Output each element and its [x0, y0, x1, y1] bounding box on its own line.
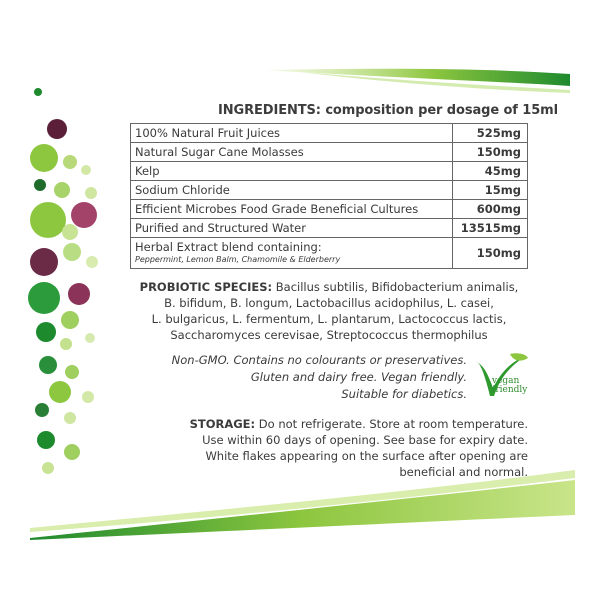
- claim-line: Non-GMO. Contains no colourants or preservatives.: [171, 353, 467, 367]
- probiotic-species: [130, 279, 528, 343]
- ingredient-detail: Peppermint, Lemon Balm, Chamomile & Elderberry: [135, 255, 341, 264]
- vegan-badge: [492, 377, 527, 395]
- storage-label: STORAGE:: [189, 417, 256, 431]
- storage-line: beneficial and normal.: [399, 465, 528, 479]
- vegan-badge-line2: friendly: [492, 385, 528, 395]
- ingredient-name: Natural Sugar Cane Molasses: [131, 143, 453, 162]
- ingredients-heading: INGREDIENTS: composition per dosage of 15ml: [218, 103, 558, 118]
- probiotic-line: Bacillus subtilis, Bifidobacterium animalis,: [275, 280, 519, 294]
- claim-line: Suitable for diabetics.: [341, 387, 467, 401]
- ingredient-name: Kelp: [131, 162, 453, 181]
- ingredient-name: 100% Natural Fruit Juices: [131, 124, 453, 143]
- ingredient-amount: 13515mg: [453, 219, 528, 238]
- ingredient-name-cell: [131, 238, 453, 269]
- probiotic-line: L. bulgaricus, L. fermentum, L. plantarum, Lactococcus lactis,: [151, 312, 507, 326]
- ingredient-name: Purified and Structured Water: [131, 219, 453, 238]
- table-row: [131, 162, 528, 181]
- ingredient-name: Herbal Extract blend containing:: [135, 240, 322, 254]
- table-row: [131, 124, 528, 143]
- ingredient-amount: 15mg: [453, 181, 528, 200]
- vegan-badge-line1: vegan: [492, 376, 520, 386]
- ingredient-amount: 525mg: [453, 124, 528, 143]
- ingredient-amount: 150mg: [453, 238, 528, 269]
- ingredient-amount: 150mg: [453, 143, 528, 162]
- storage-instructions: [150, 416, 528, 480]
- fruit-bubbles-decoration: [0, 0, 140, 480]
- table-row: [131, 200, 528, 219]
- claim-line: Gluten and dairy free. Vegan friendly.: [250, 370, 467, 384]
- probiotic-line: B. bifidum, B. longum, Lactobacillus acidophilus, L. casei,: [164, 296, 494, 310]
- storage-line: Use within 60 days of opening. See base for expiry date.: [202, 433, 528, 447]
- probiotic-label: PROBIOTIC SPECIES:: [139, 280, 273, 294]
- ingredient-name: Sodium Chloride: [131, 181, 453, 200]
- ingredient-amount: 45mg: [453, 162, 528, 181]
- storage-line: Do not refrigerate. Store at room temperature.: [258, 417, 528, 431]
- ingredients-table: [130, 123, 528, 269]
- storage-line: White flakes appearing on the surface after opening are: [205, 449, 528, 463]
- dietary-claims: [125, 352, 467, 403]
- ingredient-amount: 600mg: [453, 200, 528, 219]
- table-row: [131, 238, 528, 269]
- table-row: [131, 219, 528, 238]
- ingredient-name: Efficient Microbes Food Grade Beneficial Cultures: [131, 200, 453, 219]
- table-row: [131, 143, 528, 162]
- probiotic-line: Saccharomyces cerevisae, Streptococcus thermophilus: [170, 328, 488, 342]
- table-row: [131, 181, 528, 200]
